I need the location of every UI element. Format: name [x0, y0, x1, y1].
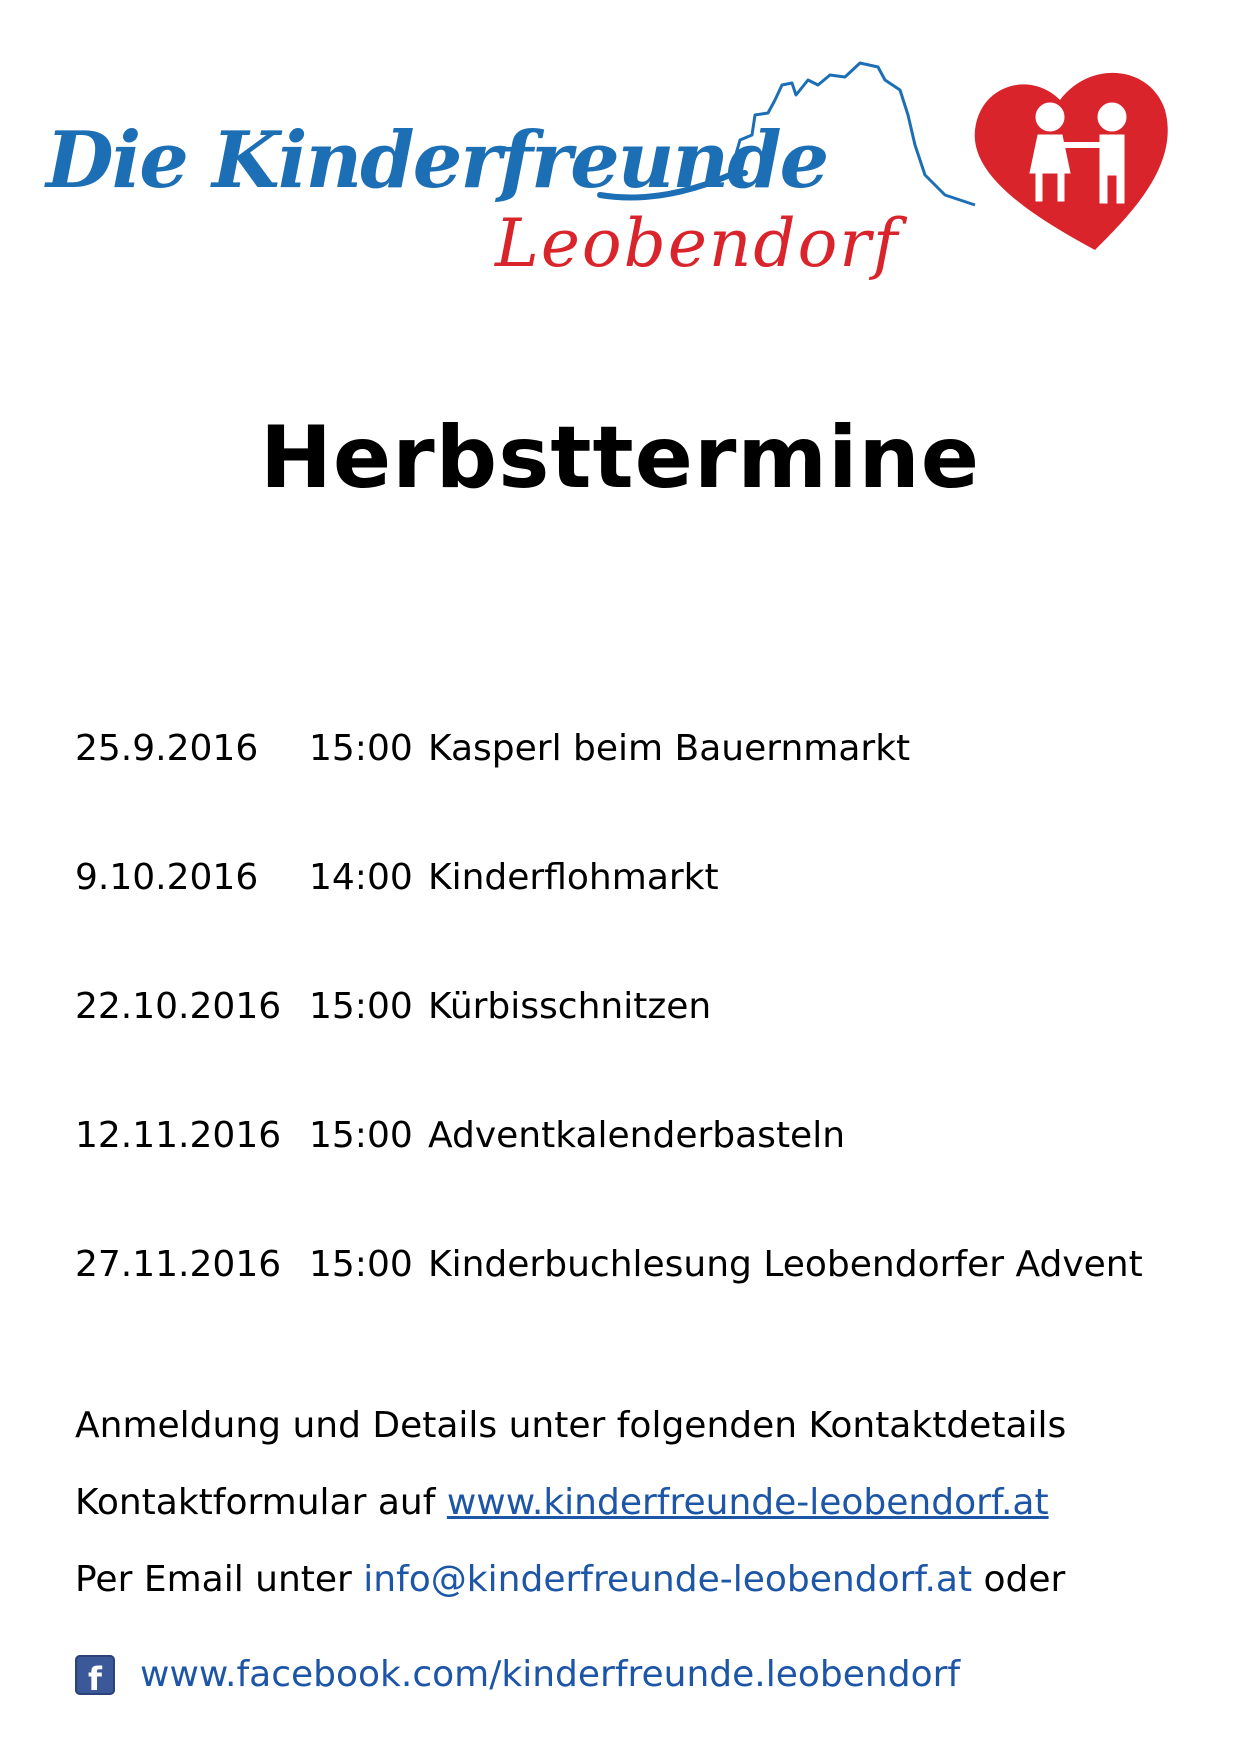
facebook-icon[interactable]: f: [75, 1655, 115, 1695]
event-row: [75, 728, 1195, 857]
contact-section: [75, 1405, 1195, 1713]
contact-email-line: [75, 1559, 1195, 1636]
logo-brand-name: Die Kinderfreunde: [46, 115, 828, 206]
event-time: 15:00: [309, 1115, 413, 1156]
event-date: 12.11.2016: [75, 1115, 282, 1156]
event-row: [75, 857, 1195, 986]
logo-location: Leobendorf: [495, 205, 900, 282]
facebook-line: [75, 1636, 1195, 1713]
event-name: Kinderflohmarkt: [428, 857, 719, 898]
contact-intro: Anmeldung und Details unter folgenden Kontaktdetails: [75, 1405, 1067, 1446]
event-row: [75, 986, 1195, 1115]
event-time: 15:00: [309, 1244, 413, 1285]
event-name: Adventkalenderbasteln: [428, 1115, 846, 1156]
heart-icon: [975, 73, 1168, 250]
event-name: Kürbisschnitzen: [428, 986, 712, 1027]
event-list: [75, 728, 1195, 1373]
event-time: 14:00: [309, 857, 413, 898]
event-row: [75, 1244, 1195, 1373]
event-date: 9.10.2016: [75, 857, 259, 898]
event-time: 15:00: [309, 728, 413, 769]
event-date: 22.10.2016: [75, 986, 282, 1027]
contact-email-suffix: oder: [972, 1559, 1066, 1600]
facebook-link[interactable]: www.facebook.com/kinderfreunde.leobendorf: [140, 1654, 961, 1695]
email-link[interactable]: info@kinderfreunde-leobendorf.at: [363, 1559, 973, 1600]
contact-email-label: Per Email unter: [75, 1559, 364, 1600]
contact-form-label: Kontaktformular auf: [75, 1482, 447, 1523]
event-date: 27.11.2016: [75, 1244, 282, 1285]
event-time: 15:00: [309, 986, 413, 1027]
website-link[interactable]: www.kinderfreunde-leobendorf.at: [446, 1482, 1049, 1523]
event-date: 25.9.2016: [75, 728, 259, 769]
event-name: Kinderbuchlesung Leobendorfer Advent: [428, 1244, 1143, 1285]
event-row: [75, 1115, 1195, 1244]
organization-logo: [40, 55, 1210, 300]
page-title: Herbsttermine: [259, 408, 981, 508]
contact-form-line: [75, 1482, 1195, 1559]
event-name: Kasperl beim Bauernmarkt: [428, 728, 911, 769]
